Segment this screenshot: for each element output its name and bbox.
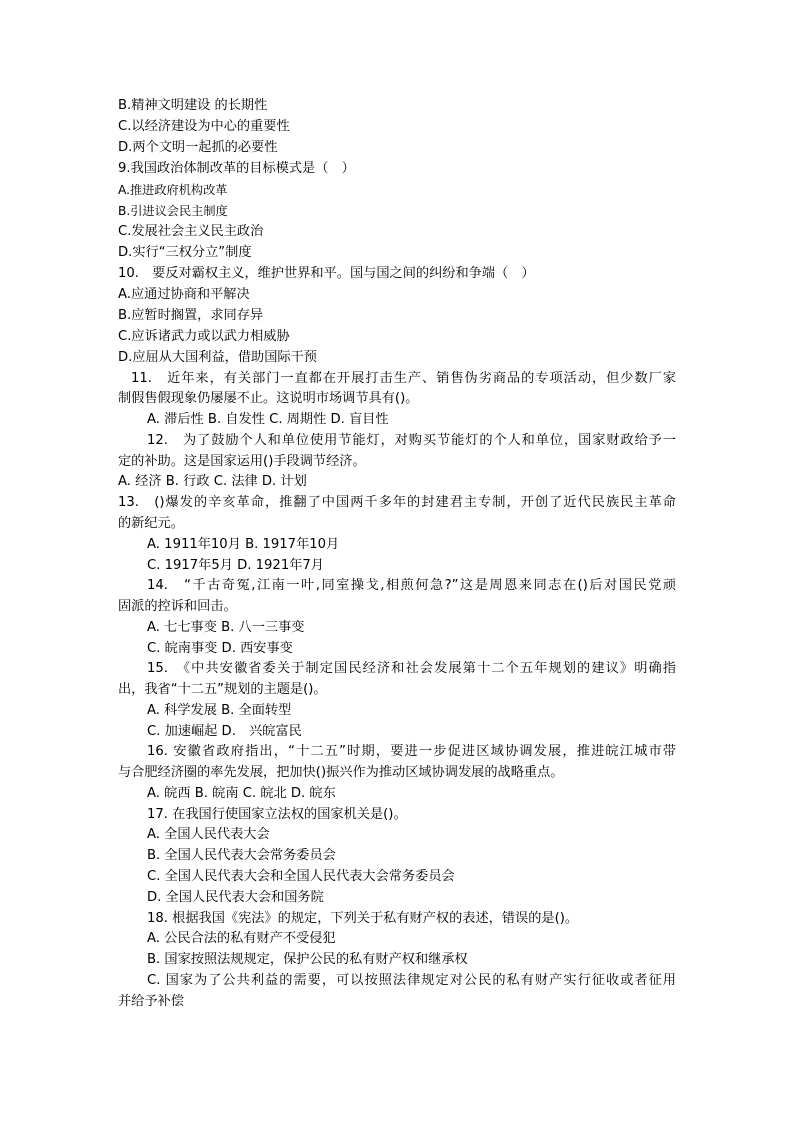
option-line: B.应暂时搁置，求同存异: [118, 308, 264, 323]
option-line: C. 1917年5月 D. 1921年7月: [147, 558, 324, 573]
option-line: D.实行“三权分立”制度: [118, 245, 252, 260]
option-line-cont: 并给予补偿: [118, 994, 184, 1009]
option-line: D. 全国人民代表大会和国务院: [147, 890, 324, 905]
option-line: A. 科学发展 B. 全面转型: [147, 703, 292, 718]
option-line: A.推进政府机构改革: [118, 183, 228, 197]
option-line: B. 全国人民代表大会常务委员会: [147, 848, 336, 863]
option-line: C. 国家为了公共利益的需要，可以按照法律规定对公民的私有财产实行征收或者征用: [147, 973, 676, 988]
question-15: 15. 《中共安徽省委关于制定国民经济和社会发展第十二个五年规划的建议》明确指: [147, 661, 676, 676]
option-line: A. 全国人民代表大会: [147, 827, 270, 842]
option-line: A. 公民合法的私有财产不受侵犯: [147, 931, 336, 946]
option-line: C. 加速崛起 D. 兴皖富民: [147, 724, 302, 739]
option-line: B.引进议会民主制度: [118, 204, 228, 218]
question-14-cont: 固派的控诉和回击。: [118, 599, 237, 614]
question-15-cont: 出，我省“十二五”规划的主题是()。: [118, 682, 327, 697]
question-10: 10. 要反对霸权主义，维护世界和平。国与国之间的纠纷和争端（ ）: [118, 266, 535, 281]
option-line: D.两个文明一起抓的必要性: [118, 140, 278, 155]
question-9: 9.我国政治体制改革的目标模式是（ ）: [118, 161, 355, 176]
option-line: C. 皖南事变 D. 西安事变: [147, 641, 293, 656]
question-17: 17. 在我国行使国家立法权的国家机关是()。: [147, 807, 407, 822]
option-line: C.以经济建设为中心的重要性: [118, 119, 290, 134]
question-14: 14. “千古奇冤,江南一叶,同室操戈,相煎何急?”这是周恩来同志在()后对国民党顽: [147, 578, 676, 593]
question-12-cont: 定的补助。这是国家运用()手段调节经济。: [118, 454, 366, 469]
question-13-cont: 的新纪元。: [118, 516, 184, 531]
option-line: A. 1911年10月 B. 1917年10月: [147, 537, 340, 552]
question-16: 16. 安徽省政府指出，“十二五”时期，要进一步促进区域协调发展，推进皖江城市带: [147, 744, 676, 759]
option-line: C.发展社会主义民主政治: [118, 224, 264, 239]
option-line: B. 国家按照法规规定，保护公民的私有财产权和继承权: [147, 952, 468, 967]
option-line: A. 皖西 B. 皖南 C. 皖北 D. 皖东: [147, 786, 336, 801]
option-line: A. 七七事变 B. 八一三事变: [147, 620, 305, 635]
option-line: C. 全国人民代表大会和全国人民代表大会常务委员会: [147, 869, 455, 884]
question-13: 13. ()爆发的辛亥革命，推翻了中国两千多年的封建君主专制，开创了近代民族民主革命: [118, 495, 676, 510]
option-line: A. 滞后性 B. 自发性 C. 周期性 D. 盲目性: [147, 412, 389, 427]
option-line: A.应通过协商和平解决: [118, 287, 250, 302]
question-12: 12. 为了鼓励个人和单位使用节能灯，对购买节能灯的个人和单位，国家财政给予一: [147, 433, 676, 448]
option-line: B.精神文明建设 的长期性: [118, 98, 268, 113]
option-line: A. 经济 B. 行政 C. 法律 D. 计划: [118, 474, 307, 489]
option-line: C.应诉诸武力或以武力相威胁: [118, 329, 290, 344]
option-line: D.应屈从大国利益，借助国际干预: [118, 350, 317, 365]
question-18: 18. 根据我国《宪法》的规定，下列关于私有财产权的表述，错误的是()。: [147, 911, 579, 926]
question-16-cont: 与合肥经济圈的率先发展，把加快()振兴作为推动区域协调发展的战略重点。: [118, 765, 564, 780]
question-11-cont: 制假售假现象仍屡屡不止。这说明市场调节具有()。: [118, 391, 419, 406]
question-11: 11. 近年来，有关部门一直都在开展打击生产、销售伪劣商品的专项活动，但少数厂家: [131, 371, 676, 386]
